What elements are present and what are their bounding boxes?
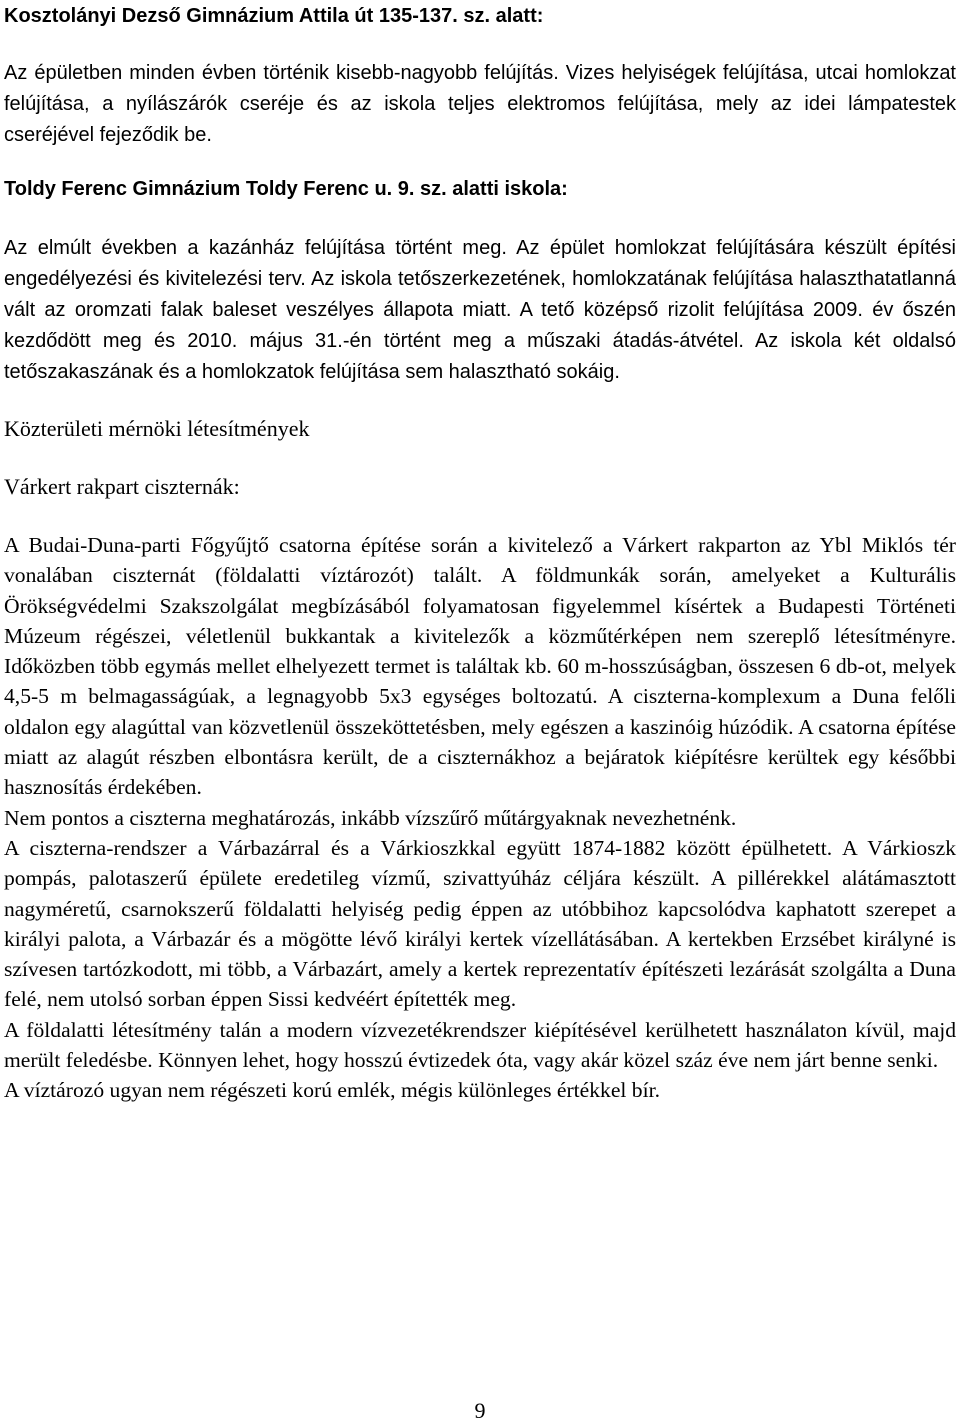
paragraph-toldy: Az elmúlt években a kazánház felújítása történt meg. Az épület homlokzat felújítására készült építési engedélyezési és kivitelezési terv. Az iskola tetőszerkezetének, homlokzatának felújítása halaszthatatlanná vált az oromzati falak baleset veszélyes állapota miatt. A tető középső rizolit felújítása 2009. év őszén kezdődött meg és 2010. május 31.-én történt meg a műszaki átadás-átvétel. Az iskola két oldalsó tetőszakaszának és a homlokzatok felújítása sem halasztható sokáig.: [4, 237, 956, 383]
section-kozteruleti: [4, 414, 956, 444]
paragraph-varkert-3: A ciszterna-rendszer a Várbazárral és a Várkioszkkal együtt 1874-1882 között épülhetett. A Várkioszk pompás, palotaszerű épülete eredetileg vízmű, szivattyúház céljára készült. A pillérekkel alátámasztott nagyméretű, csarnokszerű földalatti helyiség pedig éppen az utóbbihoz kapcsolódva kaphatott szerepet a királyi palota, a Várbazár és a mögötte lévő királyi kertek vízellátásában. A kertekben Erzsébet királyné is szívesen tartózkodott, mi több, a Várbazárt, amely a kertek reprezentatív építészeti lezárását szolgálta a Duna felé, nem utolsó sorban éppen Sissi kedvéért építették meg.: [4, 835, 956, 1012]
paragraph-varkert-2: Nem pontos a ciszterna meghatározás, inkább vízszűrő műtárgyaknak nevezhetnénk.: [4, 805, 737, 830]
paragraph-varkert-5: A víztározó ugyan nem régészeti korú emlék, mégis különleges értékkel bír.: [4, 1078, 661, 1103]
page-number: 9: [474, 1398, 486, 1423]
section-varkert: [4, 472, 956, 1106]
section-heading-kosztolanyi: Kosztolányi Dezső Gimnázium Attila út 135-137. sz. alatt:: [4, 5, 544, 27]
section-heading-toldy: Toldy Ferenc Gimnázium Toldy Ferenc u. 9. sz. alatti iskola:: [4, 178, 568, 200]
paragraph-kosztolanyi: Az épületben minden évben történik kisebb-nagyobb felújítás. Vizes helyiségek felújítása, utcai homlokzat felújítása, a nyílászárók cseréje és az iskola teljes elektromos felújítása, mely az idei lámpatestek cseréjével fejeződik be.: [4, 62, 956, 146]
paragraph-varkert-4: A földalatti létesítmény talán a modern vízvezetékrendszer kiépítésével kerülhetett használaton kívül, majd merült feledésbe. Könnyen lehet, hogy hosszú évtizedek óta, vagy akár közel száz éve nem járt benne senki.: [4, 1017, 956, 1073]
section-toldy: [4, 175, 956, 388]
section-heading-varkert: Várkert rakpart ciszternák:: [4, 474, 240, 499]
paragraph-varkert-1: A Budai-Duna-parti Főgyűjtő csatorna építése során a kivitelező a Várkert rakparton az Ybl Miklós tér vonalában ciszternát (földalatti víztározót) talált. A földmunkák során, amelyeket a Kulturális Örökségvédelmi Szakszolgálat megbízásából folyamatosan figyelemmel kísértek a Budapesti Történeti Múzeum régészei, véletlenül bukkantak a kivitelezők a közműtérképen nem szereplő létesítményre. Időközben több egymás mellet elhelyezett termet is találtak kb. 60 m-hosszúságban, összesen 6 db-ot, melyek 4,5-5 m belmagasságúak, a legnagyobb 5x3 egységes boltozatú. A ciszterna-komplexum a Duna felőli oldalon egy alagúttal van közvetlenül összeköttetésben, mely egészen a kaszinóig húzódik. A csatorna építése miatt az alagút részben elbontásra került, de a ciszternákhoz a bejáratok kiépítésre kerültek egy későbbi hasznosítás érdekében.: [4, 533, 956, 800]
document-page: [4, 0, 956, 1106]
section-heading-kozteruleti: Közterületi mérnöki létesítmények: [4, 416, 310, 441]
section-kosztolanyi: [4, 0, 956, 151]
